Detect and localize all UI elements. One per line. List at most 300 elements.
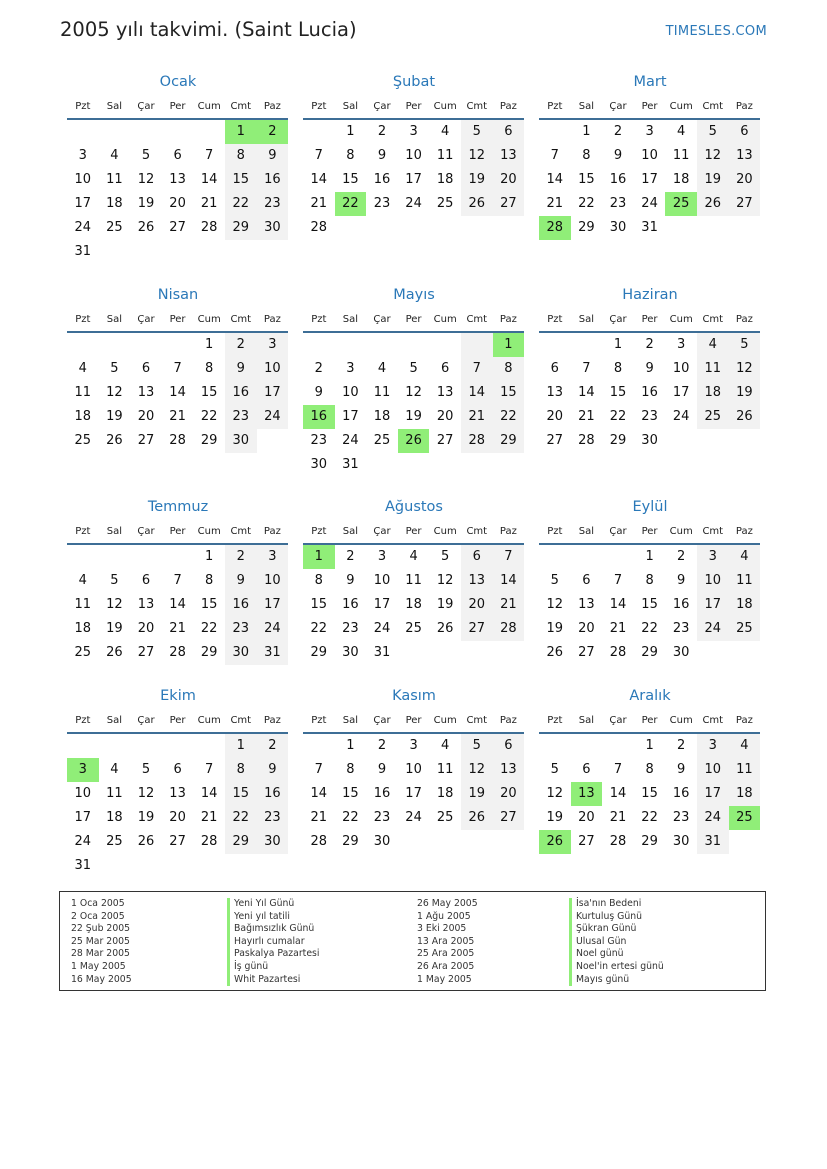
month-grid: [303, 521, 525, 665]
day-cell: 22: [493, 405, 525, 429]
weekday-header: Per: [398, 521, 430, 545]
weekday-header: Cum: [665, 521, 697, 545]
day-cell: 28: [169, 645, 186, 660]
day-cell: 29: [578, 220, 595, 235]
day-cell: 28: [200, 220, 218, 235]
day-cell: 10: [697, 758, 729, 782]
day-cell: 15: [225, 168, 257, 192]
day-cell: 29: [200, 433, 218, 448]
month-name: Aralık: [629, 688, 671, 704]
month-grid: [303, 710, 525, 854]
weekday-header: Pzt: [539, 710, 571, 734]
empty-day-cell: [571, 545, 603, 569]
day-cell: 5: [461, 120, 493, 144]
day-cell: 20: [169, 810, 186, 825]
day-cell: 12: [546, 597, 564, 612]
day-cell: 8: [645, 573, 654, 588]
day-cell: 31: [74, 858, 92, 873]
day-cell: 18: [729, 593, 761, 617]
weekday-header: Cmt: [697, 521, 729, 545]
day-cell: 28: [310, 220, 328, 235]
day-cell: 24: [74, 220, 92, 235]
day-cell: 21: [609, 621, 627, 636]
day-cell: 23: [257, 806, 289, 830]
day-cell: 4: [441, 738, 450, 753]
day-cell: 16: [672, 786, 690, 801]
weekday-header: Cmt: [225, 710, 257, 734]
day-cell: 2: [225, 333, 257, 357]
weekday-header: Cum: [665, 96, 697, 120]
weekday-header: Cum: [193, 710, 225, 734]
day-cell: 3: [257, 333, 289, 357]
weekday-header: Per: [162, 710, 194, 734]
month-grid: [303, 96, 525, 240]
day-cell: 8: [205, 573, 214, 588]
day-cell: 27: [729, 192, 761, 216]
month-block: [67, 493, 289, 665]
day-cell: 1: [346, 124, 355, 139]
legend-date: 1 May 2005: [71, 960, 126, 972]
day-cell: 18: [672, 172, 690, 187]
weekday-header: Cum: [665, 309, 697, 333]
month-block: [539, 281, 761, 453]
month-grid: [539, 96, 761, 240]
weekday-header: Pzt: [67, 710, 99, 734]
day-cell: 31: [373, 645, 391, 660]
day-cell: 29: [609, 433, 627, 448]
weekday-header: Çar: [366, 309, 398, 333]
day-cell: 20: [169, 196, 186, 211]
day-cell: 20: [436, 409, 454, 424]
weekday-header: Sal: [335, 309, 367, 333]
day-cell: 21: [200, 196, 218, 211]
day-cell: 26: [436, 621, 454, 636]
day-cell: 22: [225, 192, 257, 216]
weekday-header: Cum: [665, 710, 697, 734]
day-cell: 14: [609, 786, 627, 801]
month-block: [303, 682, 525, 854]
legend-date: 26 May 2005: [417, 898, 478, 909]
day-cell: 27: [436, 433, 454, 448]
weekday-header: Paz: [257, 521, 289, 545]
day-cell: 23: [672, 621, 690, 636]
day-cell: 22: [641, 621, 658, 636]
weekday-header: Sal: [571, 521, 603, 545]
day-cell: 2: [677, 738, 686, 753]
day-cell: 12: [106, 385, 123, 400]
day-cell: 4: [697, 333, 729, 357]
day-cell: 26: [697, 192, 729, 216]
day-cell: 9: [377, 762, 387, 777]
empty-day-cell: [539, 120, 571, 144]
day-cell: 12: [106, 597, 123, 612]
day-cell: 11: [106, 786, 123, 801]
day-cell: 2: [377, 124, 387, 139]
day-cell: 19: [546, 621, 564, 636]
day-cell: 21: [310, 810, 328, 825]
day-cell: 29: [641, 645, 658, 660]
day-cell: 14: [310, 786, 328, 801]
holiday-day-cell: 2: [257, 120, 289, 144]
day-cell: 3: [377, 549, 387, 564]
empty-day-cell: [67, 545, 99, 569]
weekday-header: Cmt: [225, 309, 257, 333]
day-cell: 9: [225, 357, 257, 381]
day-cell: 16: [373, 786, 391, 801]
day-cell: 2: [677, 549, 686, 564]
day-cell: 9: [346, 573, 355, 588]
day-cell: 2: [225, 545, 257, 569]
day-cell: 2: [645, 337, 654, 352]
day-cell: 14: [546, 172, 564, 187]
weekday-header: Per: [398, 710, 430, 734]
weekday-header: Paz: [729, 710, 761, 734]
day-cell: 24: [697, 806, 729, 830]
holiday-day-cell: 25: [729, 806, 761, 830]
day-cell: 11: [436, 148, 454, 163]
day-cell: 30: [672, 834, 690, 849]
day-cell: 19: [137, 196, 155, 211]
day-cell: 9: [225, 569, 257, 593]
month-name: Eylül: [632, 499, 668, 515]
day-cell: 25: [106, 220, 123, 235]
day-cell: 8: [645, 762, 654, 777]
day-cell: 29: [310, 645, 328, 660]
day-cell: 21: [461, 405, 493, 429]
day-cell: 24: [74, 834, 92, 849]
day-cell: 6: [729, 120, 761, 144]
weekday-header: Pzt: [303, 309, 335, 333]
day-cell: 18: [405, 597, 422, 612]
holiday-day-cell: 26: [539, 830, 571, 854]
day-cell: 1: [645, 738, 654, 753]
holiday-day-cell: 25: [665, 192, 697, 216]
day-cell: 10: [373, 573, 391, 588]
day-cell: 5: [110, 573, 119, 588]
empty-day-cell: [130, 545, 162, 569]
weekday-header: Pzt: [539, 96, 571, 120]
holiday-day-cell: 13: [571, 782, 603, 806]
legend-names-col-2: [569, 898, 664, 986]
empty-day-cell: [130, 333, 162, 357]
day-cell: 7: [613, 762, 623, 777]
day-cell: 16: [225, 381, 257, 405]
day-cell: 19: [697, 168, 729, 192]
holiday-day-cell: 22: [335, 192, 367, 216]
holiday-legend: [59, 891, 766, 991]
day-cell: 25: [729, 617, 761, 641]
legend-holiday-name: İş günü: [227, 961, 319, 974]
day-cell: 3: [78, 148, 87, 163]
day-cell: 17: [697, 782, 729, 806]
legend-date: 25 Ara 2005: [417, 948, 475, 960]
day-cell: 5: [729, 333, 761, 357]
day-cell: 3: [697, 545, 729, 569]
day-cell: 20: [729, 168, 761, 192]
day-cell: 10: [405, 762, 422, 777]
month-name: Kasım: [392, 688, 436, 704]
day-cell: 9: [314, 385, 323, 400]
day-cell: 20: [546, 409, 564, 424]
holiday-day-cell: 1: [493, 333, 525, 357]
weekday-header: Per: [162, 96, 194, 120]
day-cell: 14: [200, 172, 218, 187]
month-block: [67, 281, 289, 453]
day-cell: 28: [169, 433, 186, 448]
day-cell: 13: [461, 569, 493, 593]
weekday-header: Cum: [193, 96, 225, 120]
day-cell: 13: [493, 144, 525, 168]
day-cell: 4: [409, 549, 418, 564]
empty-day-cell: [193, 734, 225, 758]
empty-day-cell: [162, 333, 194, 357]
day-cell: 11: [729, 758, 761, 782]
day-cell: 19: [546, 810, 564, 825]
legend-holiday-name: Kurtuluş Günü: [569, 911, 664, 924]
day-cell: 24: [342, 433, 359, 448]
holiday-day-cell: 28: [539, 216, 571, 240]
day-cell: 6: [461, 545, 493, 569]
weekday-header: Cum: [429, 521, 461, 545]
day-cell: 26: [461, 806, 493, 830]
day-cell: 8: [205, 361, 214, 376]
month-grid: [67, 710, 289, 878]
day-cell: 17: [405, 172, 422, 187]
day-cell: 8: [225, 758, 257, 782]
day-cell: 25: [436, 196, 454, 211]
day-cell: 30: [310, 457, 328, 472]
weekday-header: Sal: [99, 521, 131, 545]
day-cell: 11: [74, 597, 92, 612]
day-cell: 16: [257, 168, 289, 192]
legend-holiday-name: Şükran Günü: [569, 923, 664, 936]
day-cell: 24: [672, 409, 690, 424]
day-cell: 17: [342, 409, 359, 424]
day-cell: 18: [436, 786, 454, 801]
day-cell: 22: [200, 409, 218, 424]
day-cell: 22: [310, 621, 328, 636]
month-block: [539, 68, 761, 240]
day-cell: 30: [225, 641, 257, 665]
day-cell: 20: [137, 409, 155, 424]
day-cell: 7: [314, 762, 323, 777]
day-cell: 15: [200, 597, 218, 612]
day-cell: 23: [225, 617, 257, 641]
weekday-header: Cmt: [225, 96, 257, 120]
month-name: Nisan: [157, 287, 199, 303]
day-cell: 23: [672, 810, 690, 825]
day-cell: 5: [550, 573, 559, 588]
day-cell: 16: [342, 597, 359, 612]
day-cell: 7: [173, 361, 182, 376]
day-cell: 12: [729, 357, 761, 381]
empty-day-cell: [602, 734, 634, 758]
day-cell: 10: [257, 357, 289, 381]
day-cell: 9: [677, 573, 686, 588]
day-cell: 6: [582, 762, 591, 777]
day-cell: 4: [78, 573, 87, 588]
day-cell: 13: [546, 385, 564, 400]
day-cell: 31: [697, 830, 729, 854]
day-cell: 17: [641, 172, 658, 187]
day-cell: 12: [546, 786, 564, 801]
day-cell: 15: [225, 782, 257, 806]
day-cell: 13: [137, 385, 155, 400]
day-cell: 30: [257, 216, 289, 240]
day-cell: 14: [493, 569, 525, 593]
month-name: Ağustos: [385, 499, 443, 515]
day-cell: 19: [405, 409, 422, 424]
site-link[interactable]: TIMESLES.COM: [665, 24, 767, 39]
weekday-header: Per: [634, 309, 666, 333]
holiday-day-cell: 3: [67, 758, 99, 782]
day-cell: 30: [641, 433, 658, 448]
day-cell: 28: [310, 834, 328, 849]
weekday-header: Sal: [99, 309, 131, 333]
day-cell: 5: [409, 361, 418, 376]
day-cell: 30: [672, 645, 690, 660]
day-cell: 19: [106, 409, 123, 424]
weekday-header: Sal: [335, 710, 367, 734]
weekday-header: Per: [634, 521, 666, 545]
weekday-header: Cmt: [697, 96, 729, 120]
day-cell: 7: [613, 573, 623, 588]
day-cell: 26: [137, 834, 155, 849]
day-cell: 9: [257, 144, 289, 168]
weekday-header: Pzt: [67, 309, 99, 333]
legend-date: 22 Şub 2005: [71, 923, 131, 935]
day-cell: 18: [106, 810, 123, 825]
month-block: [67, 68, 289, 264]
day-cell: 1: [582, 124, 591, 139]
weekday-header: Cmt: [697, 710, 729, 734]
weekday-header: Cmt: [461, 96, 493, 120]
day-cell: 5: [110, 361, 119, 376]
day-cell: 23: [641, 409, 658, 424]
weekday-header: Çar: [366, 710, 398, 734]
empty-day-cell: [162, 545, 194, 569]
day-cell: 3: [409, 124, 418, 139]
day-cell: 27: [169, 220, 186, 235]
day-cell: 1: [346, 738, 355, 753]
day-cell: 18: [373, 409, 391, 424]
month-grid: [67, 309, 289, 453]
page-title: 2005 yılı takvimi. (Saint Lucia): [60, 18, 357, 41]
weekday-header: Çar: [602, 710, 634, 734]
legend-holiday-name: İsa'nın Bedeni: [569, 898, 664, 911]
month-grid: [67, 96, 289, 264]
day-cell: 10: [74, 172, 92, 187]
day-cell: 16: [672, 597, 690, 612]
weekday-header: Paz: [493, 710, 525, 734]
day-cell: 10: [405, 148, 422, 163]
weekday-header: Paz: [257, 309, 289, 333]
day-cell: 17: [697, 593, 729, 617]
legend-date: 13 Ara 2005: [417, 935, 475, 947]
legend-date: 28 Mar 2005: [71, 948, 130, 960]
day-cell: 16: [373, 172, 391, 187]
empty-day-cell: [130, 734, 162, 758]
legend-holiday-name: Hayırlı cumalar: [227, 936, 319, 949]
month-grid: [539, 309, 761, 453]
day-cell: 11: [436, 762, 454, 777]
day-cell: 18: [697, 381, 729, 405]
weekday-header: Pzt: [67, 96, 99, 120]
day-cell: 23: [609, 196, 627, 211]
empty-day-cell: [539, 333, 571, 357]
day-cell: 28: [200, 834, 218, 849]
weekday-header: Çar: [130, 96, 162, 120]
day-cell: 13: [169, 172, 186, 187]
day-cell: 8: [613, 361, 623, 376]
day-cell: 19: [461, 168, 493, 192]
day-cell: 27: [137, 645, 155, 660]
day-cell: 10: [257, 569, 289, 593]
day-cell: 13: [493, 758, 525, 782]
weekday-header: Cmt: [461, 710, 493, 734]
day-cell: 6: [173, 762, 182, 777]
day-cell: 14: [169, 597, 186, 612]
day-cell: 7: [550, 148, 559, 163]
day-cell: 23: [342, 621, 359, 636]
month-block: [303, 493, 525, 665]
weekday-header: Çar: [130, 309, 162, 333]
day-cell: 22: [200, 621, 218, 636]
month-name: Mayıs: [393, 287, 435, 303]
day-cell: 9: [257, 758, 289, 782]
month-block: [539, 682, 761, 854]
weekday-header: Çar: [366, 521, 398, 545]
day-cell: 12: [697, 144, 729, 168]
legend-date: 2 Oca 2005: [71, 910, 125, 922]
weekday-header: Per: [398, 96, 430, 120]
day-cell: 27: [546, 433, 564, 448]
day-cell: 20: [137, 621, 155, 636]
day-cell: 2: [346, 549, 355, 564]
legend-dates-col-1: [71, 898, 132, 986]
day-cell: 17: [257, 381, 289, 405]
day-cell: 6: [493, 734, 525, 758]
day-cell: 15: [641, 597, 658, 612]
empty-day-cell: [539, 734, 571, 758]
day-cell: 11: [729, 569, 761, 593]
month-block: [539, 493, 761, 665]
day-cell: 2: [314, 361, 323, 376]
day-cell: 11: [106, 172, 123, 187]
day-cell: 1: [613, 337, 623, 352]
day-cell: 19: [137, 810, 155, 825]
day-cell: 19: [106, 621, 123, 636]
empty-day-cell: [571, 333, 603, 357]
day-cell: 12: [461, 144, 493, 168]
day-cell: 25: [436, 810, 454, 825]
day-cell: 3: [697, 734, 729, 758]
day-cell: 28: [609, 645, 627, 660]
day-cell: 20: [461, 593, 493, 617]
day-cell: 31: [74, 244, 92, 259]
empty-day-cell: [461, 333, 493, 357]
empty-day-cell: [99, 120, 131, 144]
day-cell: 24: [697, 617, 729, 641]
day-cell: 30: [257, 830, 289, 854]
day-cell: 14: [609, 597, 627, 612]
empty-day-cell: [99, 734, 131, 758]
day-cell: 12: [137, 786, 155, 801]
weekday-header: Çar: [366, 96, 398, 120]
day-cell: 30: [225, 429, 257, 453]
day-cell: 6: [550, 361, 559, 376]
month-block: [303, 281, 525, 477]
